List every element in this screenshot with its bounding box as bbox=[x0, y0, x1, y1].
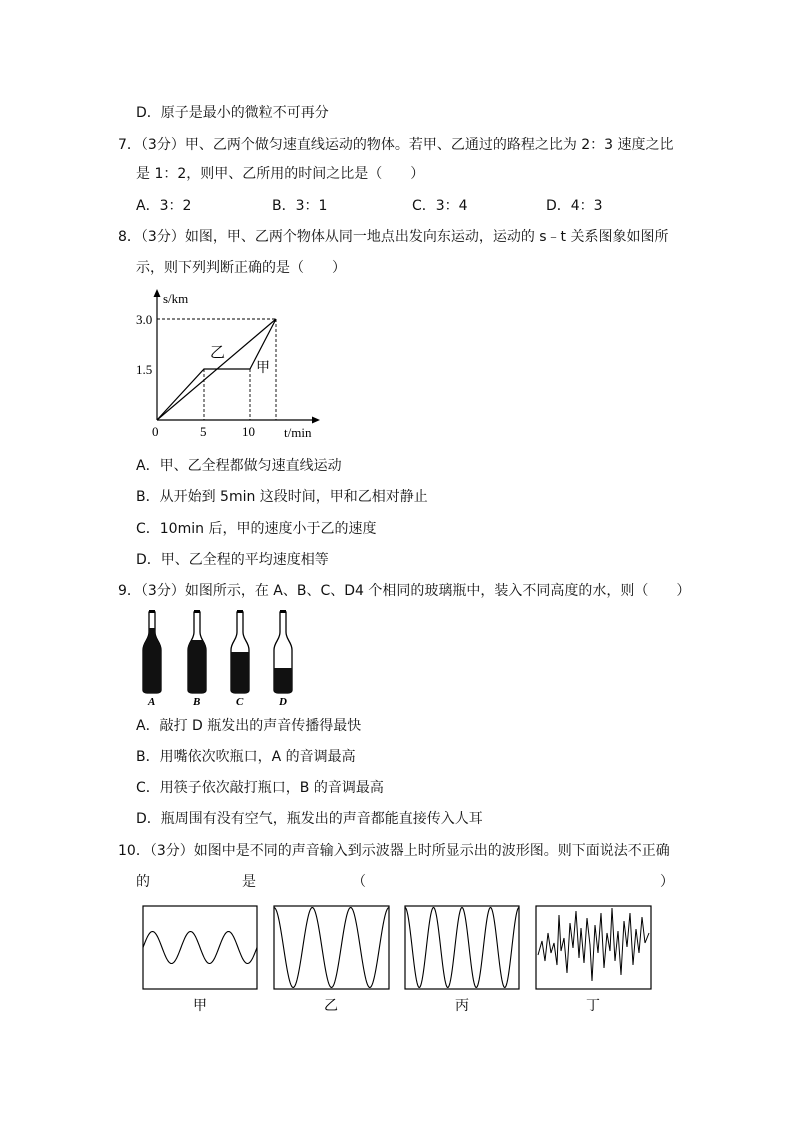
y-axis-arrow-icon bbox=[154, 289, 161, 297]
q10-waveforms-figure bbox=[140, 903, 655, 1018]
q8-option-c[interactable]: C．10min 后，甲的速度小于乙的速度 bbox=[136, 521, 377, 537]
q7-stem-line2: 是 1：2，则甲、乙所用的时间之比是（ ） bbox=[136, 166, 425, 182]
q9-option-d[interactable]: D．瓶周围有没有空气，瓶发出的声音都能直接传入人耳 bbox=[136, 811, 483, 827]
bottle-b bbox=[188, 610, 206, 693]
bottle-label-a: A bbox=[148, 696, 156, 708]
q10-stem-word2: 是 bbox=[242, 874, 256, 890]
bottle-d bbox=[274, 610, 292, 693]
q7-option-d[interactable]: D．4：3 bbox=[546, 198, 603, 214]
q9-option-a[interactable]: A．敲打 D 瓶发出的声音传播得最快 bbox=[136, 718, 362, 734]
label-jia: 甲 bbox=[256, 360, 270, 376]
q8-option-b[interactable]: B．从开始到 5min 这段时间，甲和乙相对静止 bbox=[136, 489, 428, 505]
q8-option-d[interactable]: D．甲、乙全程的平均速度相等 bbox=[136, 552, 329, 568]
q10-stem-bracket-close: ） bbox=[660, 874, 674, 890]
q7-stem-line1: 7．（3分）甲、乙两个做匀速直线运动的物体。若甲、乙通过的路程之比为 2：3 速度之比 bbox=[118, 137, 674, 153]
bottle-a bbox=[143, 610, 161, 693]
q8-st-graph bbox=[130, 285, 330, 445]
q10-stem-word1: 的 bbox=[136, 874, 150, 890]
wave-label-ding: 丁 bbox=[586, 998, 600, 1014]
q7-option-b[interactable]: B．3：1 bbox=[272, 198, 328, 214]
q9-stem-line1: 9．（3分）如图所示，在 A、B、C、D4 个相同的玻璃瓶中，装入不同高度的水，则（ ） bbox=[118, 583, 691, 599]
q8-stem-line2: 示，则下列判断正确的是（ ） bbox=[136, 260, 346, 276]
y-tick-1-5: 1.5 bbox=[136, 362, 153, 377]
q7-option-a[interactable]: A．3：2 bbox=[136, 198, 192, 214]
x-axis-arrow-icon bbox=[312, 417, 320, 424]
wave-label-bing: 丙 bbox=[455, 998, 469, 1014]
q8-stem-line1: 8．（3分）如图，甲、乙两个物体从同一地点出发向东运动，运动的 s﹣t 关系图象如图所 bbox=[118, 229, 669, 245]
q9-option-c[interactable]: C．用筷子依次敲打瓶口，B 的音调最高 bbox=[136, 780, 384, 796]
q7-option-c[interactable]: C．3：4 bbox=[412, 198, 468, 214]
q6-option-d: D．原子是最小的微粒不可再分 bbox=[136, 105, 329, 121]
x-axis-label: t/min bbox=[284, 425, 312, 440]
label-yi: 乙 bbox=[210, 343, 226, 361]
wave-label-jia: 甲 bbox=[193, 998, 207, 1014]
wave-box-yi bbox=[274, 906, 389, 989]
q9-option-b[interactable]: B．用嘴依次吹瓶口，A 的音调最高 bbox=[136, 749, 356, 765]
q10-stem-bracket-open: （ bbox=[352, 874, 366, 890]
y-tick-3-0: 3.0 bbox=[136, 312, 153, 327]
q9-bottles-figure bbox=[135, 608, 310, 708]
x-tick-5: 5 bbox=[200, 424, 207, 439]
wave-label-yi: 乙 bbox=[324, 998, 338, 1014]
q8-option-a[interactable]: A．甲、乙全程都做匀速直线运动 bbox=[136, 458, 342, 474]
y-axis-label: s/km bbox=[163, 291, 189, 306]
origin-label: 0 bbox=[152, 424, 159, 439]
bottle-label-c: C bbox=[236, 696, 244, 708]
bottle-label-d: D bbox=[279, 696, 287, 708]
wave-box-bing bbox=[405, 906, 519, 989]
bottle-c bbox=[231, 610, 249, 693]
q10-stem-line1: 10．（3分）如图中是不同的声音输入到示波器上时所显示出的波形图。则下面说法不正确 bbox=[118, 843, 670, 859]
bottle-label-b: B bbox=[193, 696, 201, 708]
x-tick-10: 10 bbox=[242, 424, 255, 439]
